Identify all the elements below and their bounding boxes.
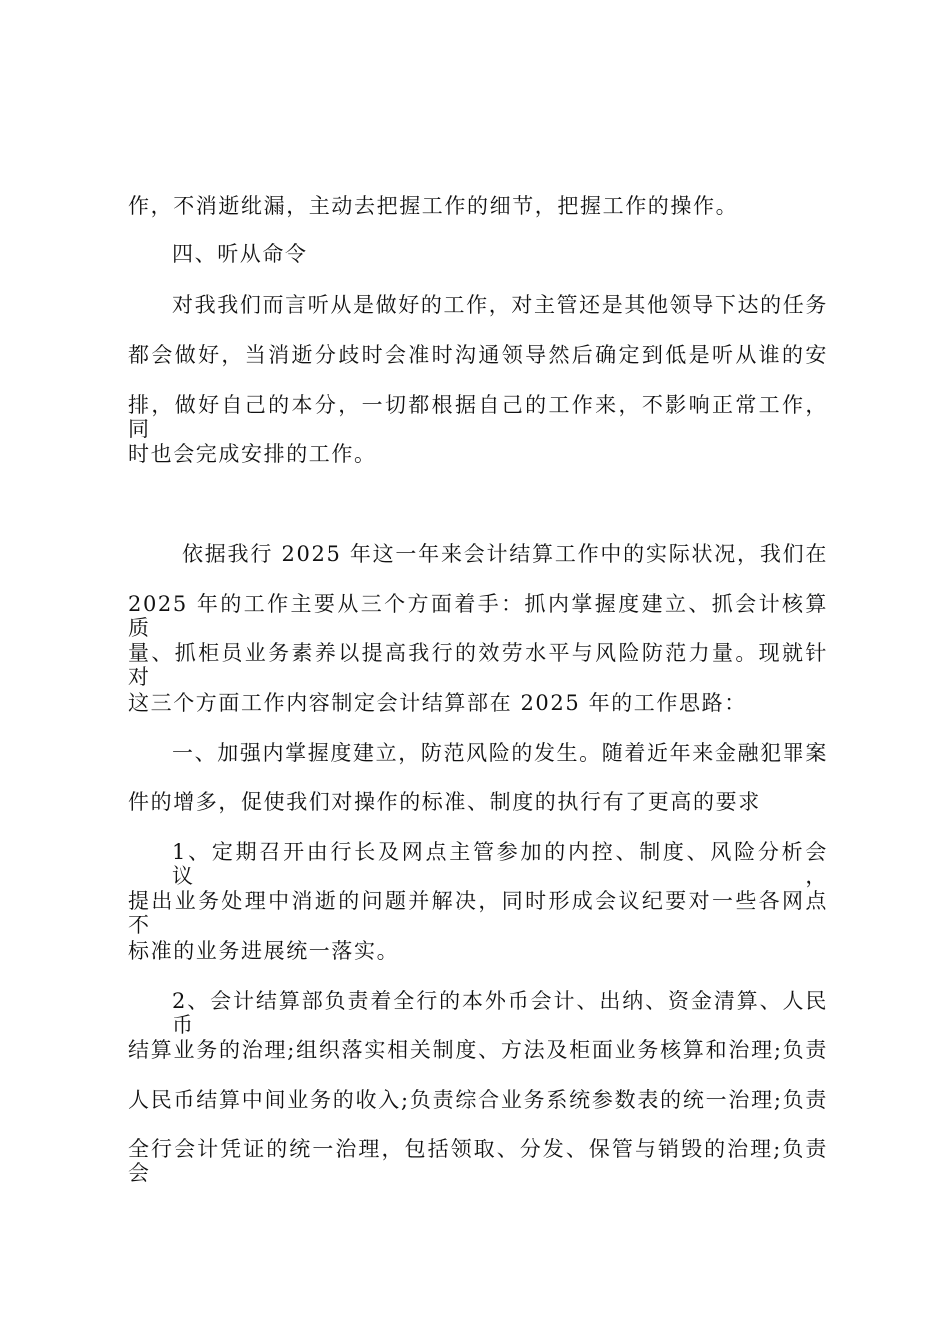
text-line-13: 1、定期召开由行长及网点主管参加的内控、制度、风险分析会议， (172, 840, 828, 888)
text-line-10: 这三个方面工作内容制定会计结算部在 2025 年的工作思路： (128, 691, 747, 715)
text-line-14: 提出业务处理中消逝的问题并解决，同时形成会议纪要对一些各网点不 (128, 889, 828, 937)
text-line-8: 2025 年的工作主要从三个方面着手：抓内掌握度建立、抓会计核算质 (128, 592, 828, 640)
text-line-9: 量、抓柜员业务素养以提高我行的效劳水平与风险防范力量。现就针对 (128, 641, 828, 689)
text-line-5: 排，做好自己的本分，一切都根据自己的工作来，不影响正常工作，同 (128, 393, 828, 441)
text-line-16: 2、会计结算部负责着全行的本外币会计、出纳、资金清算、人民币 (172, 989, 828, 1037)
text-line-7: 依据我行 2025 年这一年来会计结算工作中的实际状况，我们在 (182, 542, 828, 566)
text-line-19: 全行会计凭证的统一治理，包括领取、分发、保管与销毁的治理;负责会 (128, 1137, 828, 1185)
text-line-11: 一、加强内掌握度建立，防范风险的发生。随着近年来金融犯罪案 (172, 741, 828, 765)
text-line-1: 作，不消逝纰漏，主动去把握工作的细节，把握工作的操作。 (128, 194, 739, 218)
text-line-4: 都会做好，当消逝分歧时会准时沟通领导然后确定到低是听从谁的安 (128, 343, 828, 367)
text-line-6: 时也会完成安排的工作。 (128, 442, 377, 466)
text-line-18: 人民币结算中间业务的收入;负责综合业务系统参数表的统一治理;负责 (128, 1088, 828, 1112)
text-line-15: 标准的业务进展统一落实。 (128, 939, 400, 963)
text-line-17: 结算业务的治理;组织落实相关制度、方法及柜面业务核算和治理;负责 (128, 1038, 828, 1062)
text-line-12: 件的增多，促使我们对操作的标准、制度的执行有了更高的要求 (128, 790, 761, 814)
text-line-3: 对我我们而言听从是做好的工作，对主管还是其他领导下达的任务 (172, 293, 828, 317)
section-heading-4: 四、听从命令 (172, 242, 308, 266)
